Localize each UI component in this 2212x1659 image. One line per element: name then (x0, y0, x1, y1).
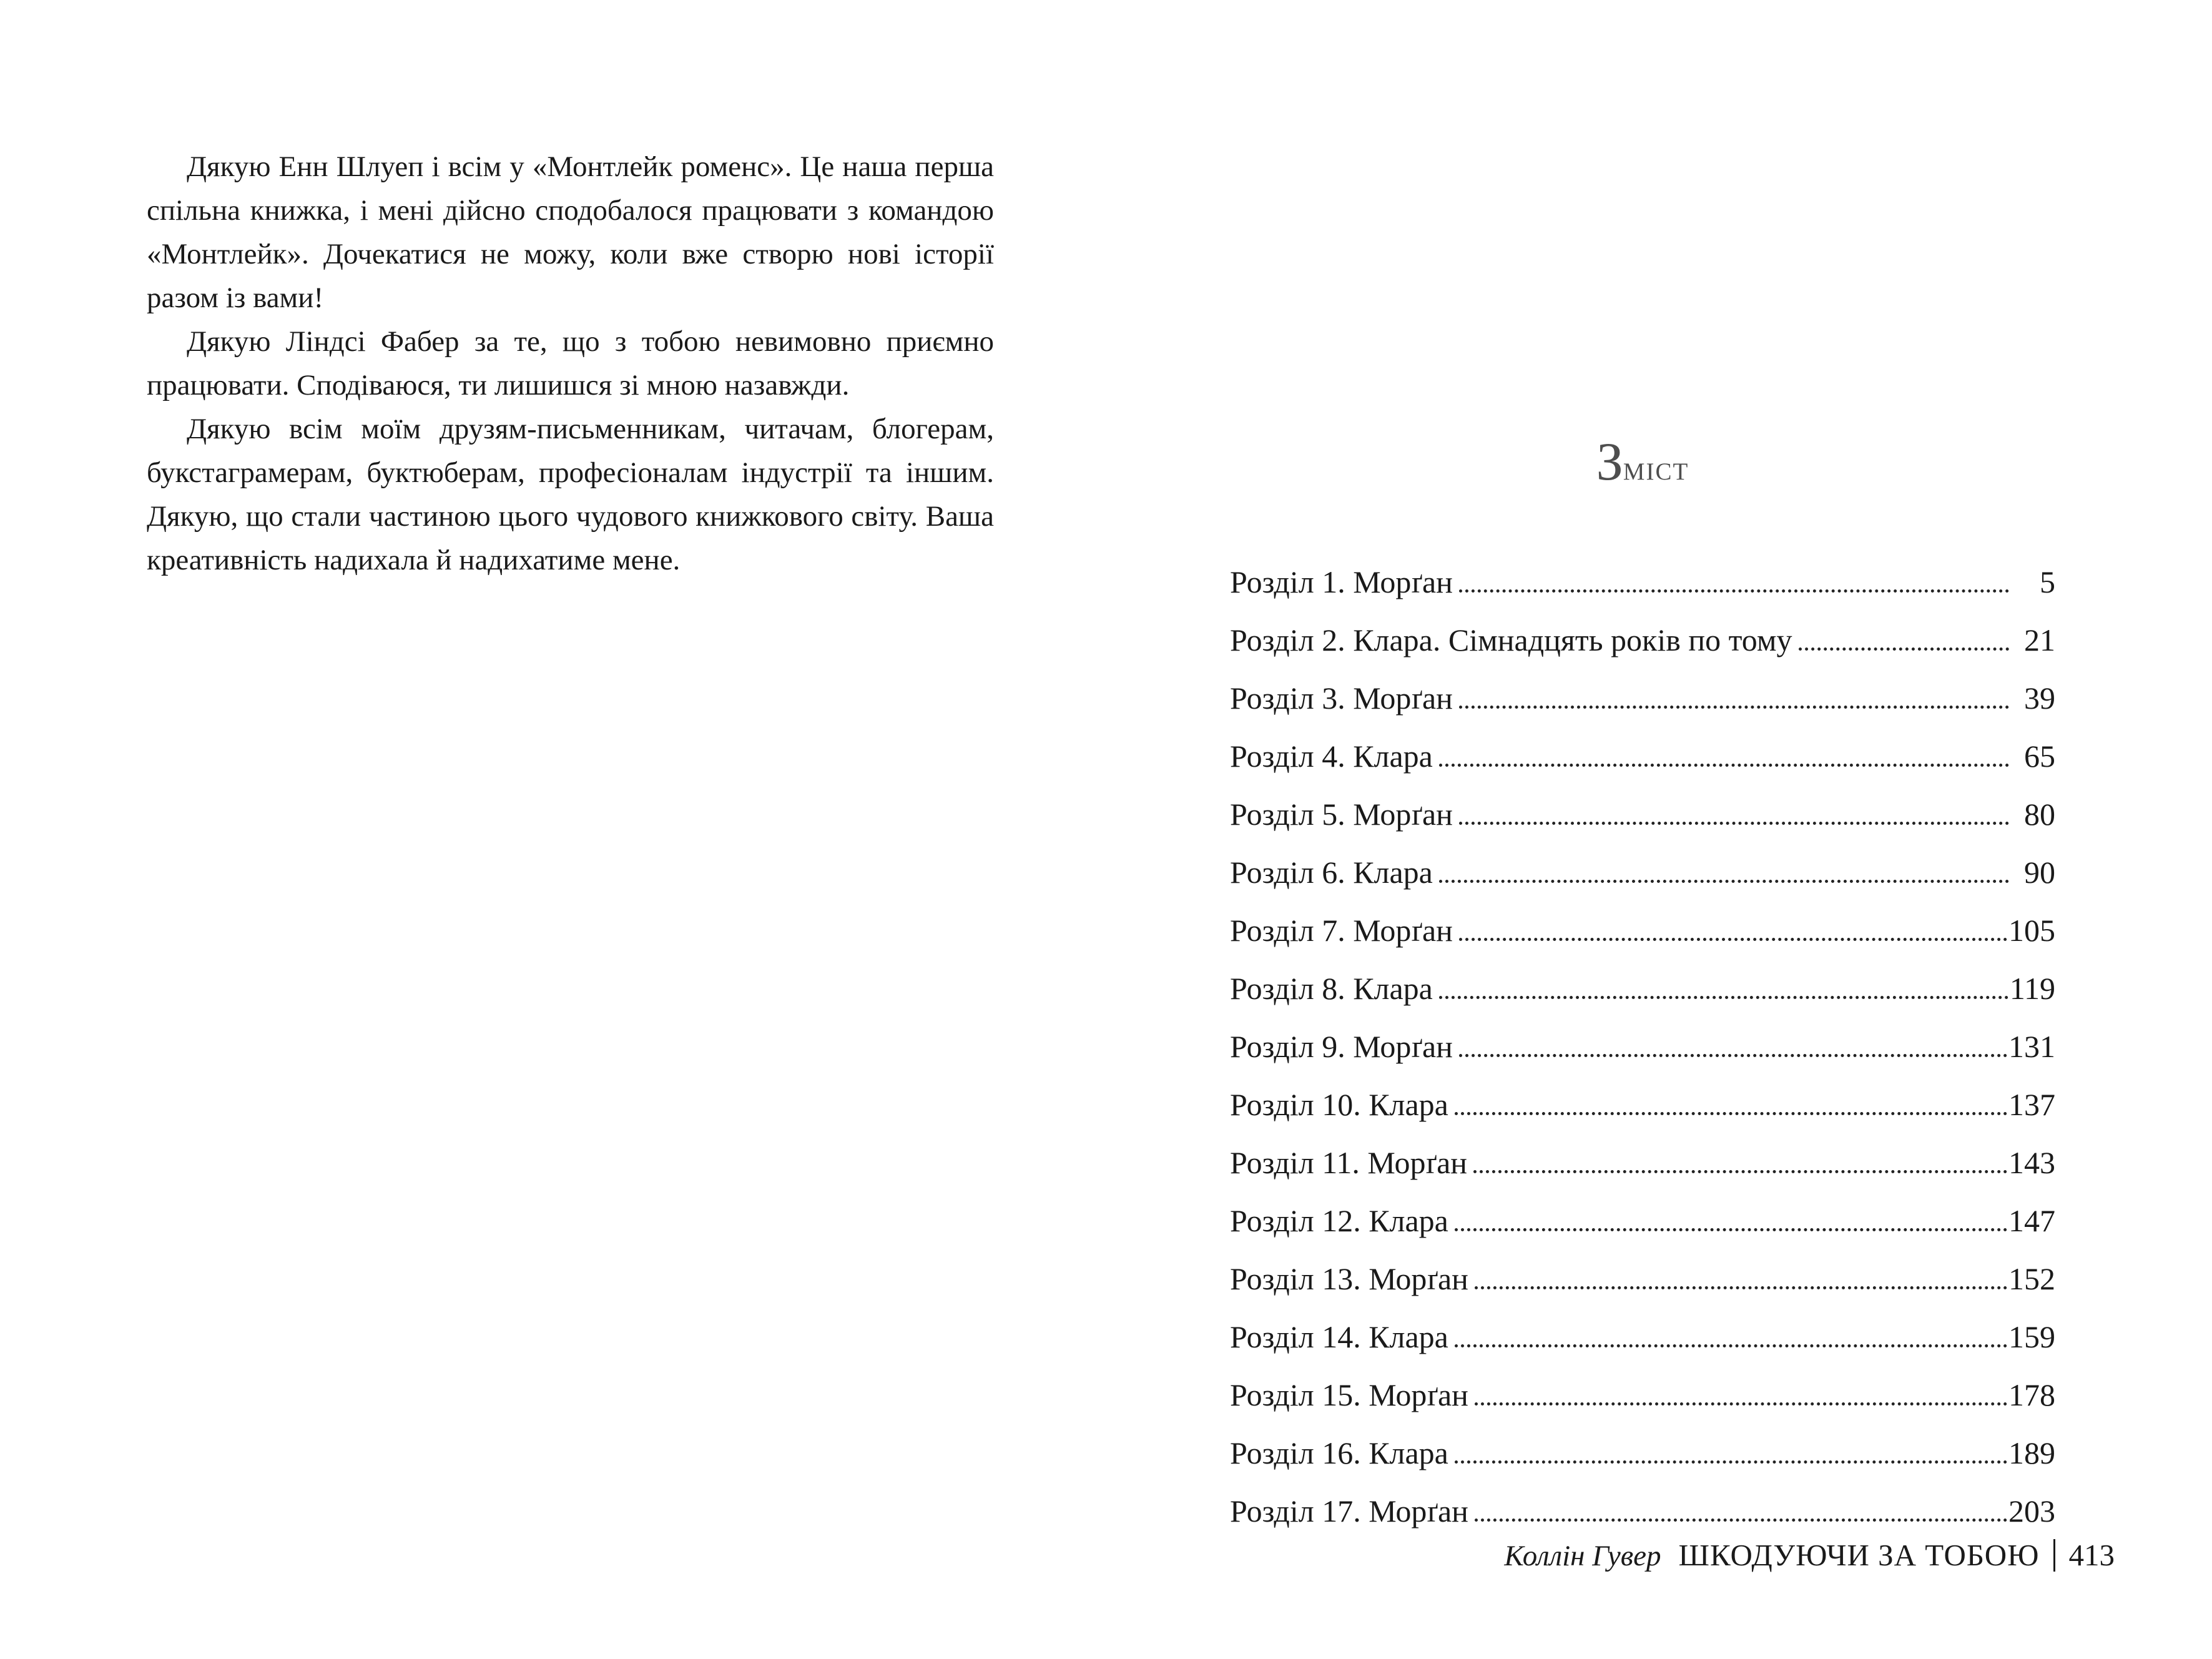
toc-entry-label: Розділ 6. Клара (1230, 855, 1433, 890)
toc-entry-label: Розділ 17. Морґан (1230, 1494, 1468, 1529)
toc-entry-page-number: 80 (2024, 797, 2055, 832)
toc-entry-page-number: 21 (2024, 623, 2055, 657)
toc-entry-page-number: 159 (2008, 1319, 2055, 1354)
toc-entry-row (1230, 1250, 2055, 1308)
toc-dot-leader (1455, 1344, 2007, 1347)
acknowledgments-paragraph: Дякую Ліндсі Фабер за те, що з тобою невимовно приємно працювати. Сподіваюся, ти лишишся зі мною назавжди. (147, 325, 994, 401)
toc-entry-row (1230, 1308, 2055, 1366)
toc-entry-page-number: 137 (2008, 1087, 2055, 1122)
toc-dot-leader (1439, 764, 2009, 767)
toc-entry-page-number: 147 (2008, 1203, 2055, 1238)
acknowledgments-paragraph: Дякую всім моїм друзям-письменникам, читачам, блогерам, букстаграмерам, буктюберам, професіоналам індустрії та іншим. Дякую, що стали частиною цього чудового книжкового світу. Ваша креативність надихала й надихатиме мене. (147, 413, 994, 576)
toc-entry-row (1230, 960, 2055, 1018)
toc-entry-page-number: 5 (2040, 564, 2055, 599)
toc-entry-label: Розділ 16. Клара (1230, 1435, 1448, 1470)
toc-entry-row (1230, 844, 2055, 902)
toc-entry-label: Розділ 2. Клара. Сімнадцять років по тому (1230, 623, 1792, 657)
toc-dot-leader (1799, 647, 2010, 651)
toc-entry-list (1230, 553, 2055, 1540)
toc-title-rest: міст (1623, 449, 1689, 488)
toc-title-initial-letter: З (1596, 431, 1623, 491)
toc-dot-leader (1439, 880, 2009, 883)
acknowledgments-text-block (147, 145, 994, 582)
toc-entry-page-number: 178 (2008, 1377, 2055, 1412)
toc-dot-leader (1459, 938, 2007, 941)
acknowledgments-paragraph: Дякую Енн Шлуеп і всім у «Монтлейк роменс». Це наша перша спільна книжка, і мені дійсно сподобалося працювати з командою «Монтлейк». Дочекатися не можу, коли вже створю нові історії разом із вами! (147, 150, 994, 314)
toc-dot-leader (1473, 1170, 2007, 1173)
toc-dot-leader (1455, 1112, 2007, 1115)
toc-entry-row (1230, 669, 2055, 727)
toc-entry-label: Розділ 5. Морґан (1230, 797, 1453, 832)
toc-dot-leader (1455, 1228, 2007, 1231)
toc-entry-page-number: 65 (2024, 739, 2055, 774)
toc-entry-label: Розділ 9. Морґан (1230, 1029, 1453, 1064)
footer-author-name: Коллін Гувер (1504, 1540, 1661, 1572)
toc-dot-leader (1459, 589, 2009, 593)
toc-entry-page-number: 90 (2024, 855, 2055, 890)
toc-dot-leader (1459, 706, 2009, 709)
toc-entry-row (1230, 553, 2055, 611)
toc-entry-row (1230, 785, 2055, 844)
toc-title (1230, 431, 2055, 498)
footer-book-title: ШКОДУЮЧИ ЗА ТОБОЮ (1678, 1538, 2040, 1572)
toc-entry-label: Розділ 13. Морґан (1230, 1261, 1468, 1296)
toc-dot-leader (1455, 1460, 2007, 1464)
toc-entry-page-number: 131 (2008, 1029, 2055, 1064)
toc-dot-leader (1475, 1402, 2007, 1405)
toc-entry-row (1230, 1018, 2055, 1076)
toc-entry-label: Розділ 7. Морґан (1230, 913, 1453, 948)
toc-dot-leader (1439, 996, 2008, 999)
toc-entry-label: Розділ 4. Клара (1230, 739, 1433, 774)
toc-entry-label: Розділ 15. Морґан (1230, 1377, 1468, 1412)
toc-entry-page-number: 189 (2008, 1435, 2055, 1470)
toc-entry-row (1230, 1366, 2055, 1424)
footer-page-number: 413 (2068, 1538, 2115, 1572)
toc-entry-row (1230, 1482, 2055, 1540)
toc-dot-leader (1475, 1286, 2007, 1289)
toc-entry-row (1230, 1076, 2055, 1134)
toc-entry-page-number: 203 (2008, 1494, 2055, 1529)
toc-entry-page-number: 39 (2024, 681, 2055, 716)
page-footer (1504, 1537, 2115, 1573)
toc-entry-row (1230, 611, 2055, 669)
footer-vertical-divider (2053, 1539, 2055, 1572)
toc-entry-row (1230, 1134, 2055, 1192)
toc-entry-label: Розділ 12. Клара (1230, 1203, 1448, 1238)
toc-entry-page-number: 152 (2008, 1261, 2055, 1296)
toc-entry-page-number: 119 (2009, 971, 2055, 1006)
toc-entry-row (1230, 727, 2055, 785)
toc-entry-label: Розділ 11. Морґан (1230, 1145, 1468, 1180)
toc-dot-leader (1459, 822, 2009, 825)
toc-entry-label: Розділ 1. Морґан (1230, 564, 1453, 599)
toc-entry-label: Розділ 8. Клара (1230, 971, 1433, 1006)
table-of-contents (1230, 431, 2055, 1540)
toc-dot-leader (1459, 1054, 2007, 1057)
toc-entry-row (1230, 1192, 2055, 1250)
toc-entry-row (1230, 902, 2055, 960)
toc-entry-label: Розділ 14. Клара (1230, 1319, 1448, 1354)
toc-entry-page-number: 143 (2008, 1145, 2055, 1180)
toc-entry-label: Розділ 3. Морґан (1230, 681, 1453, 716)
toc-entry-page-number: 105 (2008, 913, 2055, 948)
toc-dot-leader (1475, 1519, 2007, 1522)
toc-entry-label: Розділ 10. Клара (1230, 1087, 1448, 1122)
toc-entry-row (1230, 1424, 2055, 1482)
